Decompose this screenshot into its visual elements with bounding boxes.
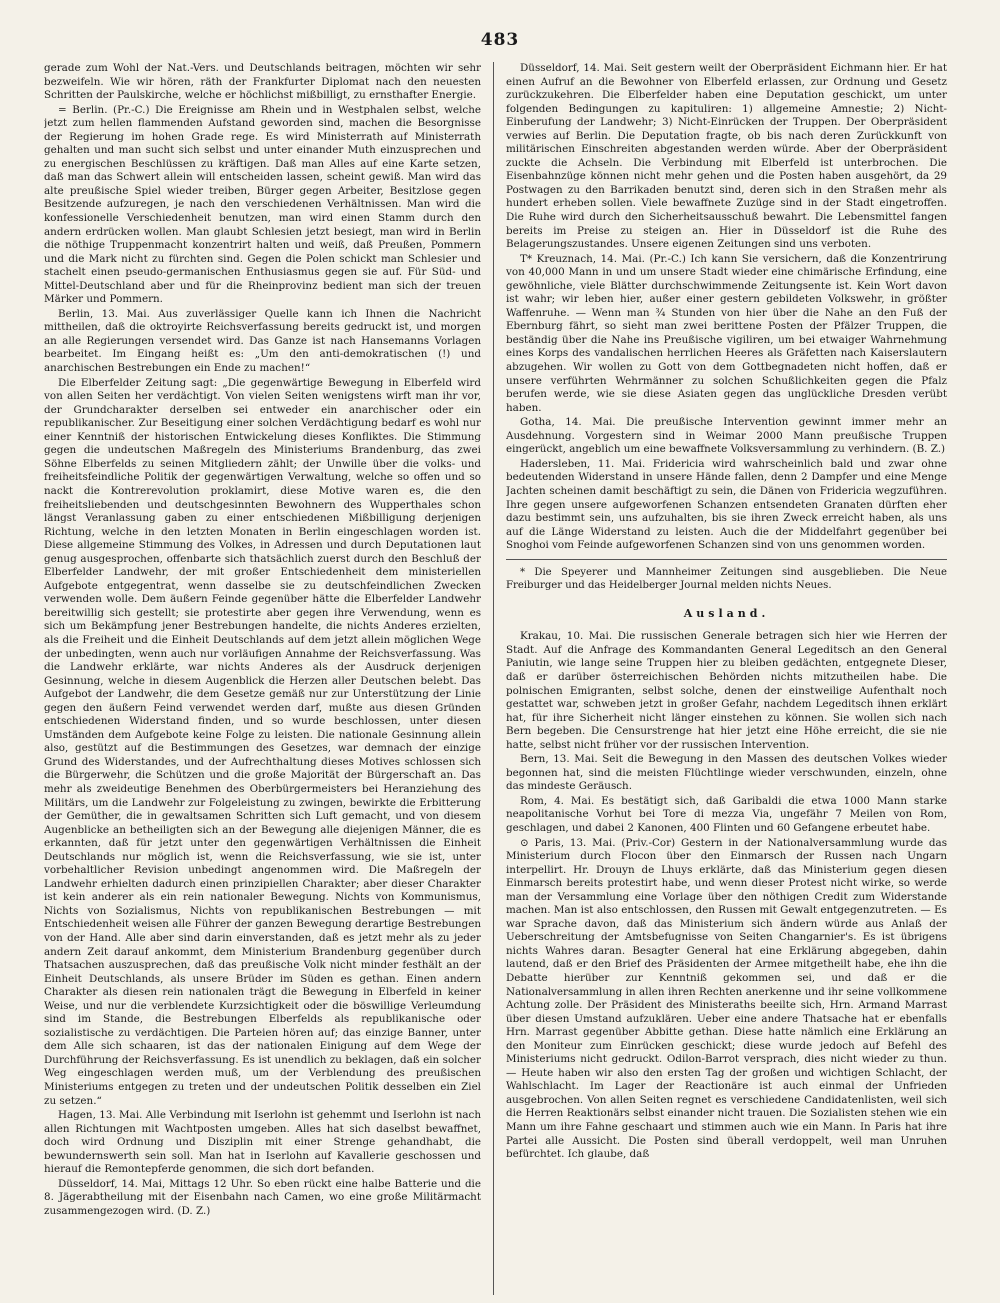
article-paragraph: Hadersleben, 11. Mai. Fridericia wird wahrscheinlich bald und zwar ohne bedeutenden Widerstand in unsere Hände fallen, denn 2 Dampfer und eine Menge Jachten scheinen damit beschäftigt zu sein, die Dänen von Fridericia wegzuführen. Ihre gegen unsere aufgeworfenen Schanzen entsendeten Granaten dürften eher dazu bestimmt sein, uns aufzuhalten, bis sie ihren Zweck erreicht haben, als uns auf die Länge Widerstand zu leisten. Auch die der Middelfahrt gegenüber bei Snoghoi vom Feinde aufgeworfenen Schanzen sind von uns genommen worden. [506, 457, 947, 552]
article-paragraph: ⊙ Paris, 13. Mai. (Priv.-Cor) Gestern in der Nationalversammlung wurde das Ministerium durch Flocon über den Einmarsch der Russen nach Ungarn interpellirt. Hr. Drouyn de Lhuys erklärte, daß das Ministerium gegen diesen Einmarsch bereits protestirt habe, und wenn dieser Protest nicht wirke, so werde man der Versammlung eine Vorlage über den nöthigen Credit zum Widerstande machen. Man ist also entschlossen, den Russen mit Gewalt entgegenzutreten. — Es war Sprache davon, daß das Ministerium sich ändern würde aus Anlaß der Ueberschreitung der Amtsbefugnisse von Seiten Changarnier's. Es ist übrigens nichts Wahres daran. Besagter General hat eine Erklärung abgegeben, dahin lautend, daß er den Brief des Präsidenten der Armee mitgetheilt habe, ehe ihn die Debatte hierüber zur Kenntniß gekommen sei, und daß er die Nationalversammlung in allen ihren Rechten anerkenne und ihr seine vollkommene Achtung zolle. Der Präsident des Ministeraths beeilte sich, Hrn. Armand Marrast über diesen Umstand aufzuklären. Ueber eine andere Thatsache hat er ebenfalls Hrn. Marrast gegenüber Abbitte gethan. Diese hatte nämlich eine Erklärung an den Moniteur zum Einrücken geschickt; diese wurde jedoch auf Befehl des Ministeriums nicht gedruckt. Odilon-Barrot versprach, dies nicht wieder zu thun. — Heute haben wir also den ersten Tag der großen und wichtigen Schlacht, der Wahlschlacht. Im Lager der Reactionäre ist auch einmal der Unfrieden ausgebrochen. Von allen Seiten regnet es verschiedene Candidatenlisten, weil sich die Herren Reaktionärs selbst einander nicht trauen. Die Sozialisten stehen wie ein Mann um ihre Fahne geschaart und stimmen auch wie ein Mann. In Paris hat ihre Partei alle Aussicht. Die Posten sind überall verdoppelt, weil man Unruhen befürchtet. Ich glaube, daß [506, 836, 947, 1161]
left-column [44, 62, 481, 1297]
right-column [506, 62, 947, 1297]
article-paragraph: Berlin, 13. Mai. Aus zuverlässiger Quelle kann ich Ihnen die Nachricht mittheilen, daß die oktroyirte Reichsverfassung bereits gedruckt ist, und morgen an alle Regierungen versendet wird. Das Ganze ist nach Hansemanns Vorlagen bearbeitet. Im Eingang heißt es: „Um den anti-demokratischen (!) und anarchischen Bestrebungen ein Ende zu machen!“ [44, 307, 481, 375]
article-paragraph: Die Elberfelder Zeitung sagt: „Die gegenwärtige Bewegung in Elberfeld wird von allen Seiten her verdächtigt. Von vielen Seiten wenigstens wirft man ihr vor, der Grundcharakter derselben sei entweder ein anarchischer oder ein republikanischer. Zur Beseitigung einer solchen Verdächtigung bedarf es wohl nur einer Kenntniß der historischen Entwickelung dieses Konfliktes. Die Stimmung gegen die undeutschen Maßregeln des Ministeriums Brandenburg, das zwei Söhne Elberfelds zu seinen Mitgliedern zählt; der Unwille über die volks- und freiheitsfeindliche Politik der gegenwärtigen Verwaltung, welche so offen und so nackt die Kontrerevolution proklamirt, diese Motive waren es, die den freiheitsliebenden und deutschgesinnten Bewohnern des Wupperthales schon längst Veranlassung gaben zu einer entschiedenen Mißbilligung derjenigen Richtung, welche in den letzten Monaten in Berlin eingeschlagen worden ist. Diese allgemeine Stimmung des Volkes, in Adressen und durch Deputationen laut genug ausgesprochen, offenbarte sich thatsächlich zuerst durch den Beschluß der Elberfelder Landwehr, der mit großer Entschiedenheit dem ministeriellen Aufgebote entgegentrat, wenn dasselbe sie zu deutschfeindlichen Zwecken verwenden wolle. Dem äußern Feinde gegenüber hätte die Elberfelder Landwehr bereitwillig sich gestellt; sie protestirte aber gegen ihre Verwendung, wenn es sich um Bekämpfung jener Bestrebungen handelte, die nichts Anderes erzielten, als die Freiheit und die Einheit Deutschlands auf dem jetzt allein möglichen Wege der unbedingten, wenn auch nur vorläufigen Annahme der Reichsverfassung. Was die Landwehr erklärte, war nichts Anderes als der Ausdruck derjenigen Gesinnung, welche in diesem Augenblick die Herzen aller Deutschen belebt. Das Aufgebot der Landwehr, die dem Gesetze gemäß nur zur Unterstützung der Linie gegen den äußern Feind verwendet werden darf, mußte aus diesen Gründen entschiedenen Widerstand finden, und so wurde beschlossen, unter diesen Umständen dem Aufgebote keine Folge zu leisten. Die nationale Gesinnung allein also, gestützt auf die Bestimmungen des Gesetzes, war demnach der einzige Grund des Widerstandes, und der Aufrechthaltung dieses Motives schlossen sich die Bürgerwehr, die Schützen und die große Majorität der Bürgerschaft an. Das mehr als zweideutige Benehmen des Oberbürgermeisters bei Heranziehung des Militärs, um die Landwehr zur Folgeleistung zu zwingen, bewirkte die Erbitterung der Gemüther, die in gewaltsamen Schritten sich Luft gemacht, und von diesem Augenblicke an betheiligten sich an der Bewegung alle diejenigen Männer, die es erkannten, daß für jetzt unter den gegenwärtigen Verhältnissen die Einheit Deutschlands nur möglich ist, wenn die Reichsverfassung, wie sie ist, unter vorbehaltlicher Revision unbedingt angenommen wird. Die Maßregeln der Landwehr erhielten dadurch einen prinzipiellen Charakter; aber dieser Charakter ist kein anderer als ein rein nationaler Bewegung. Nichts von Kommunismus, Nichts von Sozialismus, Nichts von republikanischen Bestrebungen — mit Entschiedenheit weisen alle Führer der ganzen Bewegung derartige Bestrebungen von der Hand. Alle aber sind darin einverstanden, daß es jetzt mehr als zu jeder andern Zeit darauf ankommt, dem Ministerium Brandenburg gegenüber durch Thatsachen auszusprechen, daß das preußische Volk nicht minder festhält an der Einheit Deutschlands, als unsere Brüder im Süden es gethan. Einen andern Charakter als diesen rein nationalen trägt die Bewegung in Elberfeld in keiner Weise, und nur die verblendete Kurzsichtigkeit oder die böswillige Verleumdung sind im Stande, die Bestrebungen Elberfelds als republikanische oder sozialistische zu verdächtigen. Die Parteien hören auf; das einzige Banner, unter dem Alle sich schaaren, ist das der nationalen Einigung auf dem Wege der Durchführung der Reichsverfassung. Es ist unendlich zu beklagen, daß ein solcher Weg eingeschlagen werden muß, um der Verblendung des preußischen Ministeriums entgegen zu treten und der undeutschen Politik desselben ein Ziel zu setzen.“ [44, 376, 481, 1107]
page-number: 483 [480, 30, 520, 50]
section-heading: Ausland. [683, 606, 770, 620]
article-paragraph: T* Kreuznach, 14. Mai. (Pr.-C.) Ich kann Sie versichern, daß die Konzentrirung von 40,000 Mann in und um unsere Stadt wieder eine chimärische Erfindung, eine gewöhnliche, viele Blätter durchschwimmende Zeitungsente ist. Kein Wort davon ist wahr; wir leben hier, außer einer gestern gebildeten Volkswehr, in größter Waffenruhe. — Wenn man ¾ Stunden von hier über die Nahe an den Fuß der Ebernburg fährt, so sieht man zwei berittene Posten der Pfälzer Truppen, die beständig über die Nahe ins Preußische vigiliren, um bei etwaiger Wahrnehmung eines Korps des vandalischen herrlichen Heeres als Gräfetten nach Kaiserslautern abzugehen. Wir wollen zu Gott von dem Gottbegnadeten nicht hoffen, daß er unsere verführten Wehrmänner zu solchen Schußlichkeiten gegen die Pfalz berufen werde, wie sie diese Asiaten gegen das unglückliche Dresden verübt haben. [506, 252, 947, 414]
article-paragraph: Bern, 13. Mai. Seit die Bewegung in den Massen des deutschen Volkes wieder begonnen hat, sind die meisten Flüchtlinge wieder verschwunden, einzeln, ohne das mindeste Geräusch. [506, 753, 947, 793]
article-paragraph: Krakau, 10. Mai. Die russischen Generale betragen sich hier wie Herren der Stadt. Auf die Anfrage des Kommandanten General Legeditsch an den General Paniutin, wie lange seine Truppen hier zu bleiben gedächten, entgegnete Dieser, daß er darüber österreichischen Behörden nichts mitzutheilen habe. Die polnischen Emigranten, selbst solche, denen der einstweilige Aufenthalt noch gestattet war, schweben jetzt in großer Gefahr, nachdem Legeditsch ihnen erklärt hat, für ihre Sicherheit nicht länger einstehen zu können. Sie wollen sich nach Bern begeben. Die Censurstrenge hat hier jetzt eine Höhe erreicht, die sie nie hatte, selbst nicht früher vor der russischen Intervention. [506, 630, 947, 751]
article-paragraph: gerade zum Wohl der Nat.-Vers. und Deutschlands beitragen, möchten wir sehr bezweifeln. Wie wir hören, räth der Frankfurter Diplomat nach den neuesten Schritten der Paulskirche, welche er höchlichst mißbilligt, zu ernsthafter Energie. [44, 62, 481, 102]
horizontal-rule [506, 559, 947, 560]
article-paragraph: Rom, 4. Mai. Es bestätigt sich, daß Garibaldi die etwa 1000 Mann starke neapolitanische Vorhut bei Tore di mezza Via, ungefähr 7 Meilen von Rom, geschlagen, und dabei 2 Kanonen, 400 Flinten und 60 Gefangene erbeutet habe. [506, 794, 947, 834]
editorial-note: * Die Speyerer und Mannheimer Zeitungen sind ausgeblieben. Die Neue Freiburger und das Heidelberger Journal melden nichts Neues. [506, 566, 947, 592]
article-paragraph: Gotha, 14. Mai. Die preußische Intervention gewinnt immer mehr an Ausdehnung. Vorgestern sind in Weimar 2000 Mann preußische Truppen eingerückt, angeblich um eine bewaffnete Volksversammlung zu verhindern. (B. Z.) [506, 416, 947, 456]
article-paragraph: Düsseldorf, 14. Mai. Seit gestern weilt der Oberpräsident Eichmann hier. Er hat einen Aufruf an die Bewohner von Elberfeld erlassen, zur Ordnung und Gesetz zurückzukehren. Die Elberfelder haben eine Deputation geschickt, um unter folgenden Bedingungen zu kapituliren: 1) allgemeine Amnestie; 2) Nicht-Einberufung der Landwehr; 3) Nicht-Einrücken der Truppen. Der Oberpräsident verwies auf Berlin. Die Deputation fragte, ob bis nach deren Zurückkunft von militärischen Einschreiten abgestanden werden würde. Aber der Oberpräsident zuckte die Achseln. Die Verbindung mit Elberfeld ist unterbrochen. Die Eisenbahnzüge können nicht mehr gehen und die Posten haben ausgehört, da 29 Postwagen zu den Barrikaden benutzt sind, deren sich in den Straßen mehr als hundert erheben sollen. Viele bewaffnete Zuzüge sind in der Stadt eingetroffen. Die Ruhe wird durch den Sicherheitsausschuß bewahrt. Die Lebensmittel fangen bereits im Preise zu steigen an. Hier in Düsseldorf ist die Ruhe des Belagerungszustandes. Unsere eigenen Zeitungen sind uns verboten. [506, 62, 947, 251]
column-divider [493, 62, 494, 1295]
article-paragraph: = Berlin. (Pr.-C.) Die Ereignisse am Rhein und in Westphalen selbst, welche jetzt zum hellen flammenden Aufstand geworden sind, machen die Besorgnisse der Regierung im hohen Grade rege. Es wird Ministerrath auf Ministerrath gehalten und man sucht sich selbst und unter einander Muth einzusprechen und zu energischen Beschlüssen zu kräftigen. Daß man Alles auf eine Karte setzen, daß man das Schwert allein will entscheiden lassen, scheint gewiß. Man wird das alte preußische Spiel wieder treiben, Bürger gegen Arbeiter, Besitzlose gegen Besitzende aufzuregen, je nach den verschiedenen Verhältnissen. Man wird die konfessionelle Verschiedenheit benutzen, man wird einen Stamm durch den andern erdrücken wollen. Man glaubt Schlesien jetzt besiegt, man wird in Berlin die nöthige Truppenmacht konzentrirt halten und weiß, daß Preußen, Pommern und die Mark nicht zu fürchten sind. Gegen die Polen schickt man Schlesier und stachelt einen pseudo-germanischen Enthusiasmus gegen sie auf. Für Süd- und Mittel-Deutschland aber und für die Rheinprovinz bedient man sich der treuen Märker und Pommern. [44, 103, 481, 306]
article-paragraph: Düsseldorf, 14. Mai, Mittags 12 Uhr. So eben rückt eine halbe Batterie und die 8. Jägerabtheilung mit der Eisenbahn nach Camen, wo eine große Militärmacht zusammengezogen wird. (D. Z.) [44, 1177, 481, 1217]
article-paragraph: Hagen, 13. Mai. Alle Verbindung mit Iserlohn ist gehemmt und Iserlohn ist nach allen Richtungen mit Wachtposten umgeben. Alles hat sich daselbst bewaffnet, doch wird Ordnung und Disziplin mit einer Strenge gehandhabt, die bewundernswerth sein soll. Man hat in Iserlohn auf Kavallerie geschossen und hierauf die Remontepferde genommen, die sich dort befanden. [44, 1109, 481, 1176]
